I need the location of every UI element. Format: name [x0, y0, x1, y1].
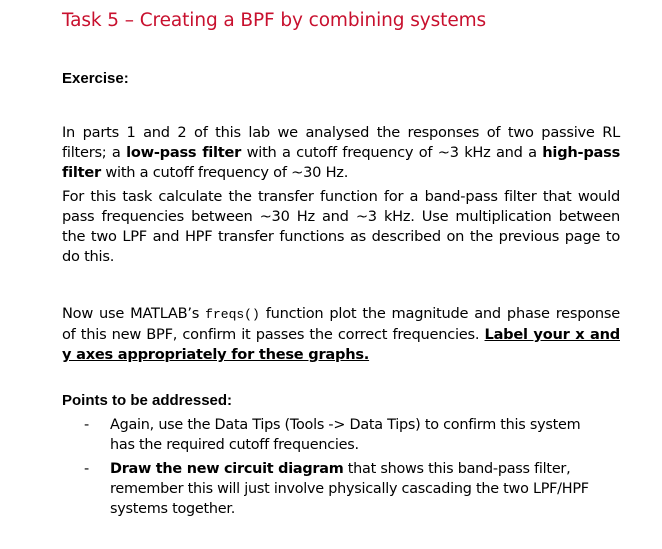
point-2-text: that shows this band-pass filter, remember this will just involve physically cascading the two LPF/HPF systems together.: [110, 461, 589, 517]
points-heading: Points to be addressed:: [62, 392, 233, 409]
task-paragraph: For this task calculate the transfer function for a band-pass filter that would pass frequencies between ~30 Hz and ~3 kHz. Use multiplication between the two LPF and HPF transfer functions as described on the previous page to do this.: [62, 188, 620, 265]
matlab-paragraph: [62, 304, 620, 365]
matlab-text-1: Now use MATLAB’s: [62, 305, 206, 322]
axes-label-instruction: Label your x and y axes appropriately for these graphs.: [62, 326, 620, 363]
exercise-heading: Exercise:: [62, 70, 129, 87]
matlab-text-2: function plot the magnitude and phase response of this new BPF, confirm it passes the correct frequencies.: [62, 305, 620, 343]
list-item: [84, 415, 604, 455]
intro-paragraph: [62, 123, 620, 183]
point-1-text: Again, use the Data Tips (Tools -> Data Tips) to confirm this system has the required cutoff frequencies.: [110, 417, 581, 453]
freqs-code: freqs(): [205, 307, 260, 322]
low-pass-filter-term: low-pass filter: [126, 144, 242, 161]
points-list: [84, 415, 604, 523]
bullet-dash: -: [84, 417, 89, 433]
bullet-dash: -: [84, 461, 89, 477]
page-title: Task 5 – Creating a BPF by combining systems: [62, 10, 487, 31]
point-2-bold: Draw the new circuit diagram: [110, 461, 344, 477]
intro-text-3: with a cutoff frequency of ~30 Hz.: [100, 164, 349, 181]
list-item: [84, 459, 604, 519]
intro-text-1: In parts 1 and 2 of this lab we analysed the responses of two passive RL filters; a: [62, 124, 620, 161]
intro-text-2: with a cutoff frequency of ~3 kHz and a: [241, 144, 543, 161]
high-pass-filter-term: high-pass filter: [62, 144, 620, 181]
